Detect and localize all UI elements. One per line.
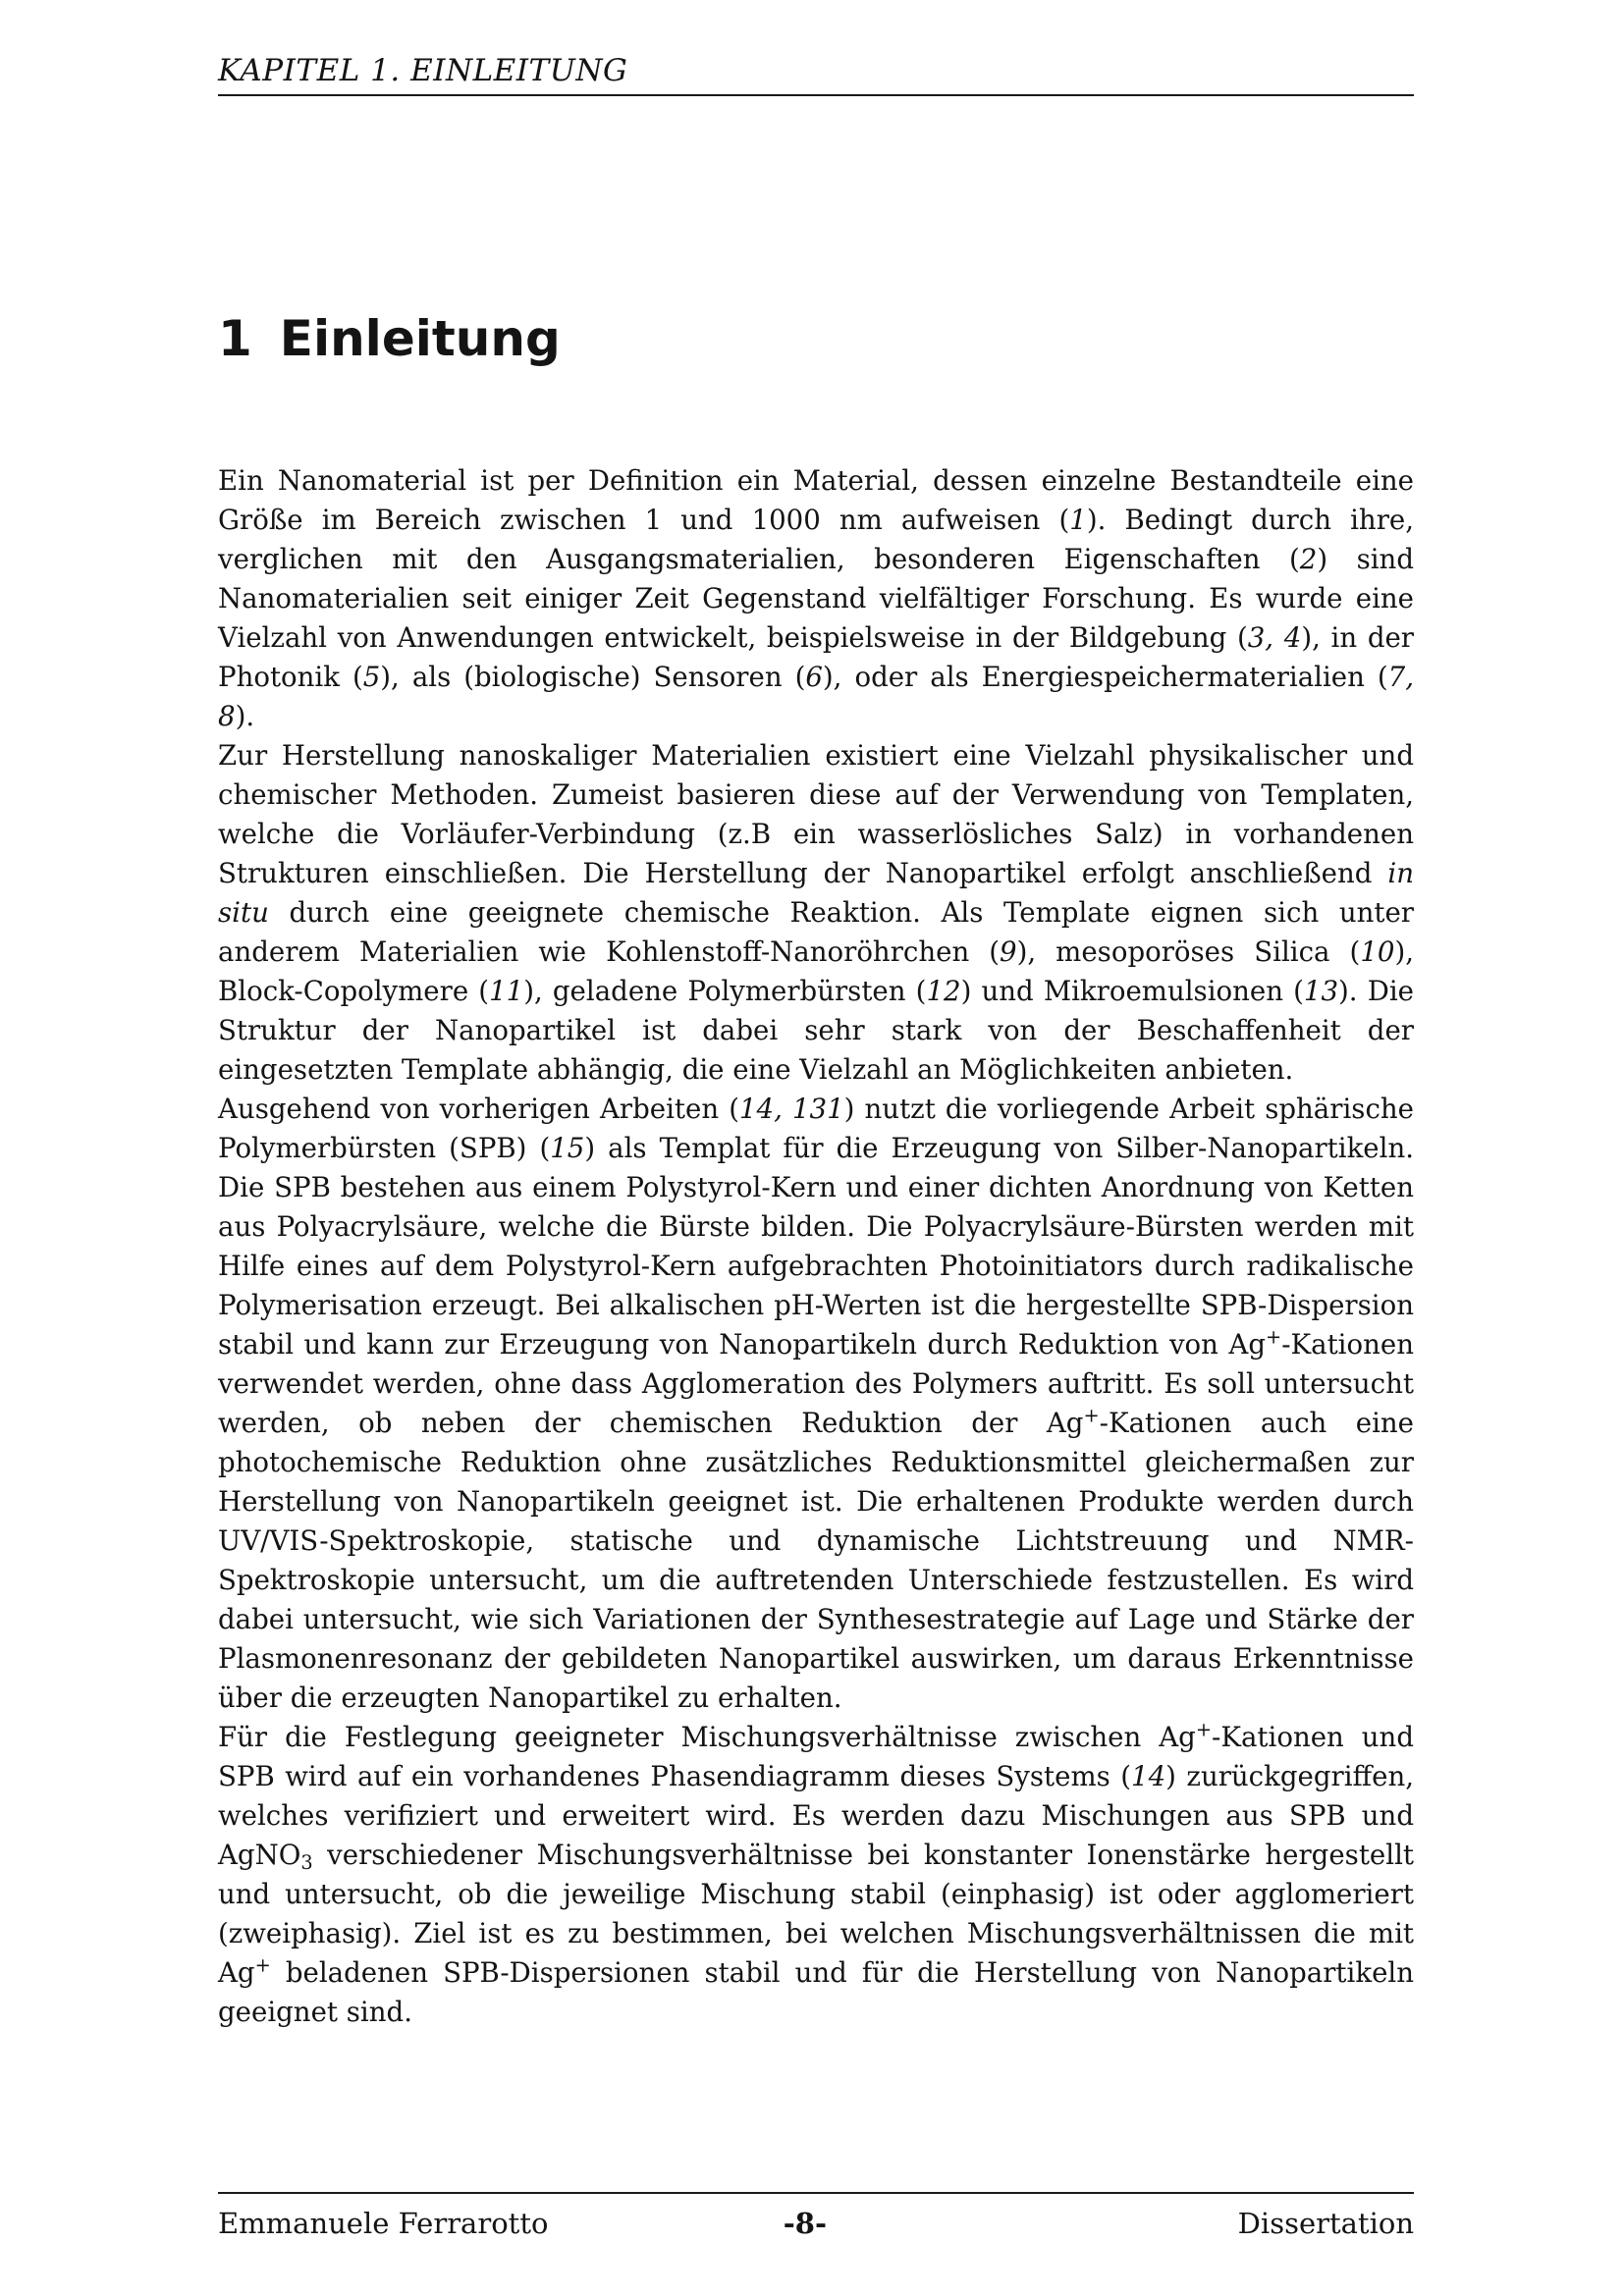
text-run: -Kationen auch eine photochemische Reduktion ohne zusätzliches Reduktionsmittel gleichermaßen zur Herstellung von Nanopartikeln geeignet ist. Die erhaltenen Produkte werden durch UV/VIS-Spektroskopie, statische und dynamische Lichtstreuung und NMR-Spektroskopie untersucht, um die auftretenden Unterschiede festzustellen. Es wird dabei untersucht, wie sich Variationen der Synthesestrategie auf Lage und Stärke der Plasmonenresonanz der gebildeten Nanopartikel auswirken, um daraus Erkenntnisse über die erzeugten Nanopartikel zu erhalten.: [218, 1407, 1414, 1714]
text-run: ) nutzt die vorliegende Arbeit sphärische Polymerbürsten (SPB) (: [218, 1093, 1414, 1164]
text-run: -Kationen verwendet werden, ohne dass Agglomeration des Polymers auftritt. Es soll untersucht werden, ob neben der chemischen Reduktion der Ag: [218, 1328, 1414, 1439]
text-run: ), Block-Copolymere (: [218, 935, 1414, 1007]
text-run: ) und Mikroemulsionen (: [960, 975, 1304, 1007]
citation: 12: [926, 975, 961, 1007]
paragraph-4: [218, 1718, 1414, 2032]
chapter-title: Einleitung: [279, 310, 561, 367]
text-run: ), geladene Polymerbürsten (: [523, 975, 927, 1007]
citation: 9: [1000, 935, 1017, 968]
text-run: ), in der Photonik (: [218, 621, 1414, 693]
text-run: Ausgehend von vorherigen Arbeiten (: [218, 1093, 739, 1125]
paragraph-3: [218, 1090, 1414, 1718]
superscript: +: [1195, 1718, 1213, 1741]
text-run: ) sind Nanomaterialien seit einiger Zeit Gegenstand vielfältiger Forschung. Es wurde eine Vielzahl von Anwendungen entwickelt, beispielsweise in der Bildgebung (: [218, 543, 1414, 654]
text-run: Zur Herstellung nanoskaliger Materialien existiert eine Vielzahl physikalischer und chemischer Methoden. Zumeist basieren diese auf der Verwendung von Templaten, welche die Vorläufer-Verbindung (z.B ein wasserlösliches Salz) in vorhandenen Strukturen einschließen. Die Herstellung der Nanopartikel erfolgt anschließend: [218, 739, 1414, 889]
text-run: ), oder als Energiespeichermaterialien (: [822, 661, 1388, 693]
footer-rule: [218, 2192, 1414, 2194]
footer-doc-type: Dissertation: [1237, 2207, 1414, 2240]
citation: 7, 8: [218, 661, 1414, 732]
superscript: +: [1266, 1325, 1282, 1349]
text-run: beladenen SPB-Dispersionen stabil und für die Herstellung von Nanopartikeln geeignet sind.: [218, 1956, 1414, 2028]
text-run: verschiedener Mischungsverhältnisse bei konstanter Ionenstärke hergestellt und untersucht, ob die jeweilige Mischung stabil (einphasig) ist oder agglomeriert (zweiphasig). Ziel ist es zu bestimmen, bei welchen Mischungsverhältnissen die mit Ag: [218, 1839, 1414, 1989]
citation: 5: [362, 661, 381, 693]
citation: 6: [805, 661, 823, 693]
body-text: [218, 461, 1414, 2032]
text-run: ), als (biologische) Sensoren (: [380, 661, 806, 693]
text-run: -Kationen und SPB wird auf ein vorhandenes Phasendiagramm dieses Systems (: [218, 1721, 1414, 1792]
paragraph-2: [218, 736, 1414, 1090]
text-run: Für die Festlegung geeigneter Mischungsverhältnisse zwischen Ag: [218, 1721, 1196, 1753]
header-rule: [218, 94, 1414, 96]
chapter-number: 1: [218, 310, 252, 367]
citation: 14, 131: [738, 1093, 844, 1125]
citation: 11: [489, 975, 524, 1007]
citation: 13: [1303, 975, 1339, 1007]
citation: 15: [550, 1132, 585, 1164]
superscript: +: [254, 1953, 271, 1977]
running-head: KAPITEL 1. EINLEITUNG: [218, 53, 628, 88]
subscript: 3: [300, 1850, 313, 1874]
page-footer: [218, 2204, 1414, 2243]
text-run: ).: [235, 700, 255, 732]
chapter-heading: [218, 304, 561, 373]
text-run: ) zurückgegriffen, welches verifiziert und erweitert wird. Es werden dazu Mischungen aus SPB und AgNO: [218, 1760, 1414, 1871]
citation: 10: [1360, 935, 1395, 968]
citation: 3, 4: [1247, 621, 1302, 654]
citation: 14: [1131, 1760, 1166, 1792]
citation: 1: [1069, 504, 1087, 536]
footer-author: Emmanuele Ferrarotto: [218, 2207, 549, 2240]
page-number: -8-: [783, 2207, 827, 2240]
text-run: Ein Nanomaterial ist per Definition ein Material, dessen einzelne Bestandteile eine Größe im Bereich zwischen 1 und 1000 nm aufweisen (: [218, 464, 1414, 536]
text-run: ). Bedingt durch ihre, verglichen mit den Ausgangsmaterialien, besonderen Eigenschaften (: [218, 504, 1414, 575]
citation: 2: [1299, 543, 1318, 575]
text-run: durch eine geeignete chemische Reaktion. Als Template eignen sich unter anderem Materialien wie Kohlenstoff-Nanoröhrchen (: [218, 896, 1414, 968]
emphasis: in situ: [218, 857, 1414, 929]
text-run: ), mesoporöses Silica (: [1016, 935, 1361, 968]
text-run: ) als Templat für die Erzeugung von Silber-Nanopartikeln. Die SPB bestehen aus einem Polystyrol-Kern und einer dichten Anordnung von Ketten aus Polyacrylsäure, welche die Bürste bilden. Die Polyacrylsäure-Bürsten werden mit Hilfe eines auf dem Polystyrol-Kern aufgebrachten Photoinitiators durch radikalische Polymerisation erzeugt. Bei alkalischen pH-Werten ist die hergestellte SPB-Dispersion stabil und kann zur Erzeugung von Nanopartikeln durch Reduktion von Ag: [218, 1132, 1414, 1361]
superscript: +: [1083, 1404, 1100, 1427]
text-run: ). Die Struktur der Nanopartikel ist dabei sehr stark von der Beschaffenheit der eingesetzten Template abhängig, die eine Vielzahl an Möglichkeiten anbieten.: [218, 975, 1415, 1086]
paragraph-1: [218, 461, 1414, 736]
